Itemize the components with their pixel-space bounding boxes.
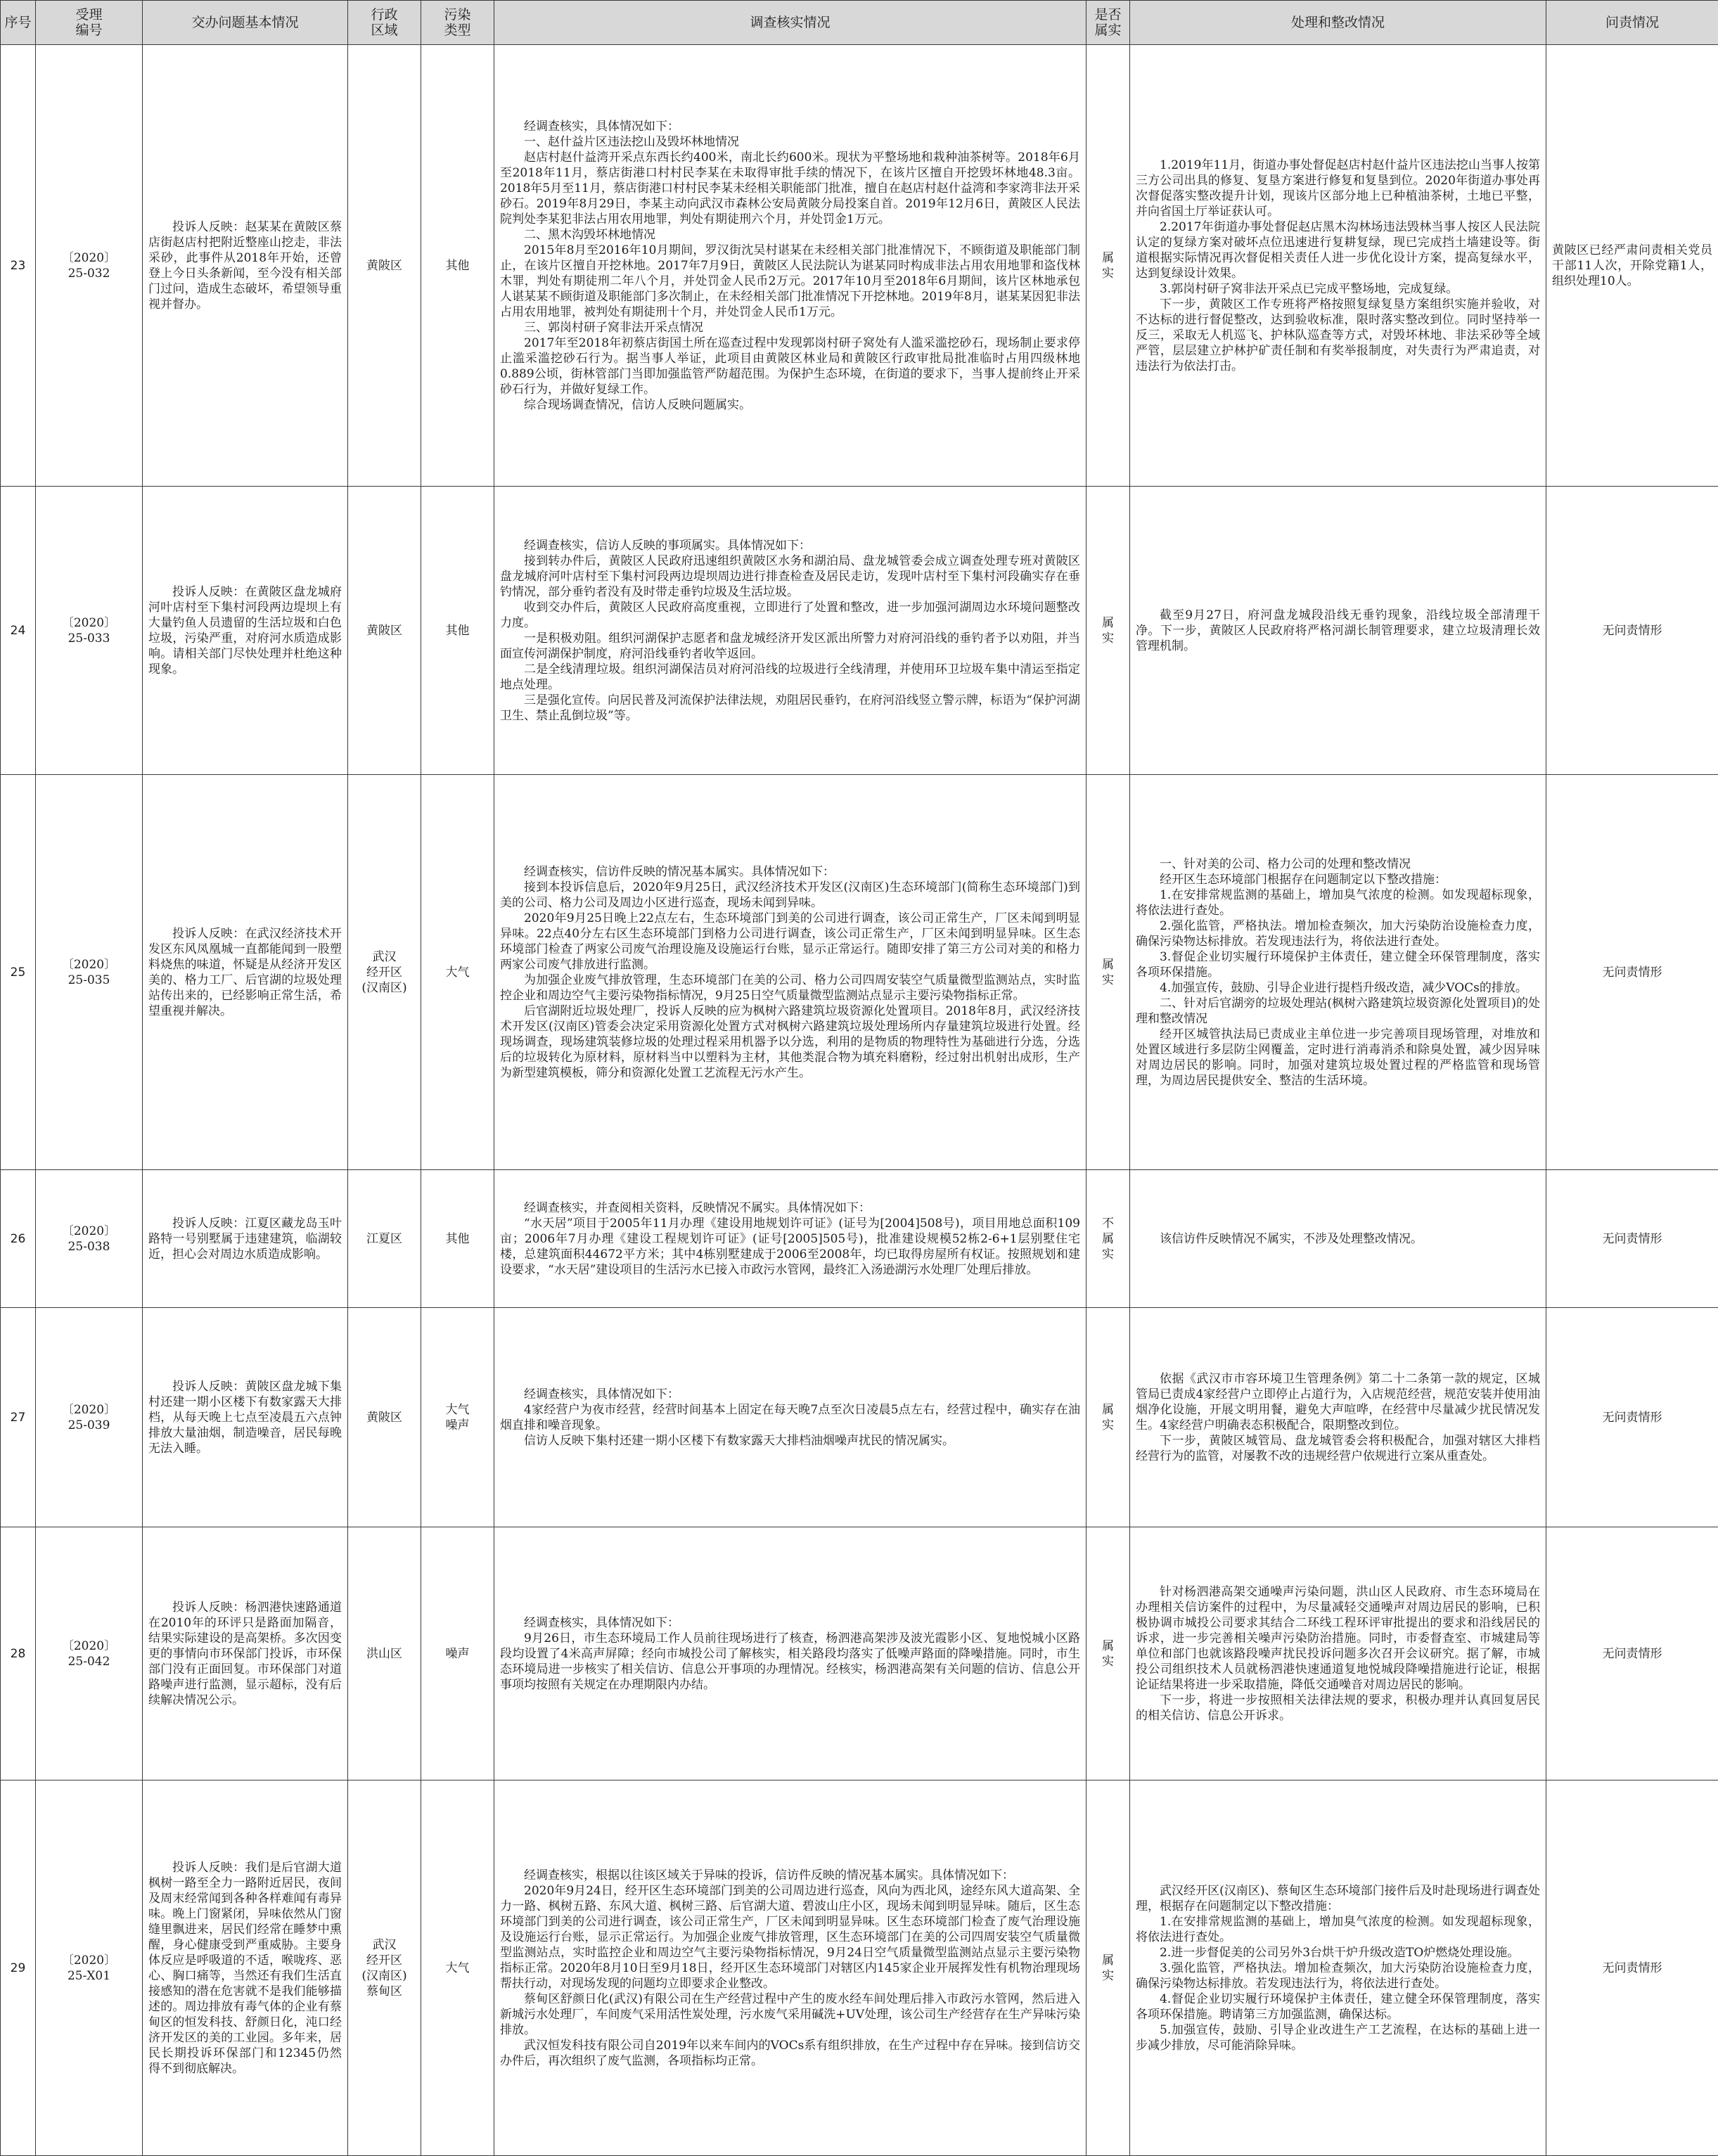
- header-row: [1, 1, 1718, 45]
- row-investigation: [494, 45, 1086, 487]
- basic-text: 投诉人反映：在黄陂区盘龙城府河叶店村至下集村河段两边堤坝上有大量钓鱼人员遗留的生活垃圾和白色垃圾，污染严重，对府河水质造成影响。请相关部门尽快处理并杜绝这种现象。: [148, 584, 342, 677]
- table-body: [1, 45, 1718, 2156]
- handling-paragraph: 针对杨泗港高架交通噪声污染问题，洪山区人民政府、市生态环境局在办理相关信访案件的过程中，为尽量减轻交通噪声对周边居民的影响，已积极协调市城投公司要求其结合二环线工程环评审批提出的要求和沿线居民的诉求，进一步完善相关噪声污染防治措施。同时，市委督查室、市城建局等单位和部门也就该路段噪声扰民投诉问题多次召开会议研究。据了解，市城投公司组织技术人员就杨泗港快速通道复地悦城段降噪措施进行论证，根据论证结果将进一步采取措施，降低交通噪音对周边居民的影响。: [1136, 1584, 1540, 1693]
- row-handling: [1130, 1780, 1546, 2156]
- investigation-paragraph: 接到本投诉信息后，2020年9月25日，武汉经济技术开发区(汉南区)生态环境部门(简称生态环境部门)到美的公司、格力公司及周边小区进行巡查，现场未闻到异味。: [500, 880, 1080, 911]
- row-accountability: 无问责情形: [1546, 487, 1718, 775]
- handling-paragraph: 1.在安排常规监测的基础上，增加臭气浓度的检测。如发现超标现象，将依法进行查处。: [1136, 1914, 1540, 1945]
- table-row: [1, 1780, 1718, 2156]
- row-type: 其他: [421, 487, 494, 775]
- investigation-paragraph: 4家经营户为夜市经营，经营时间基本上固定在每天晚7点至次日凌晨5点左右，经营过程中，确实存在油烟直排和噪音现象。: [500, 1402, 1080, 1433]
- row-district: 江夏区: [348, 1170, 421, 1308]
- handling-paragraph: 4.督促企业切实履行环境保护主体责任，建立健全环保管理制度，落实各项环保措施。聘请第三方加强监测，确保达标。: [1136, 1991, 1540, 2022]
- row-code: 〔2020〕 25-035: [36, 775, 143, 1170]
- table-row: [1, 1308, 1718, 1527]
- header-seq: 序号: [1, 1, 36, 45]
- handling-paragraph: 下一步，黄陂区城管局、盘龙城管委会将积极配合，加强对辖区大排档经营行为的监管，对屡教不改的违规经营户依规进行立案从重查处。: [1136, 1433, 1540, 1464]
- investigation-paragraph: 2020年9月25日晚上22点左右，生态环境部门到美的公司进行调查，该公司正常生产，厂区未闻到明显异味。22点40分左右区生态环境部门到格力公司进行调查，该公司正常生产，厂区未闻到明显异味。区生态环境部门检查了两家公司废气治理设施及设施运行台账，显示正常运行。随即安排了第三方公司对美的和格力两家公司废气排放进行监测。: [500, 911, 1080, 973]
- investigation-paragraph: 经调查核实，具体情况如下：: [500, 1615, 1080, 1631]
- handling-paragraph: 一、针对美的公司、格力公司的处理和整改情况: [1136, 856, 1540, 872]
- row-handling: [1130, 45, 1546, 487]
- handling-paragraph: 经开区生态环境部门根据存在问题制定以下整改措施：: [1136, 872, 1540, 887]
- header-basic: 交办问题基本情况: [143, 1, 348, 45]
- investigation-paragraph: 三、郭岗村研子窝非法开采点情况: [500, 320, 1080, 335]
- handling-paragraph: 截至9月27日，府河盘龙城段沿线无垂钓现象，沿线垃圾全部清理干净。下一步，黄陂区人民政府将严格河湖长制管理要求，建立垃圾清理长效管理机制。: [1136, 608, 1540, 654]
- row-code: 〔2020〕 25-042: [36, 1527, 143, 1780]
- row-type: 其他: [421, 45, 494, 487]
- row-code: 〔2020〕 25-038: [36, 1170, 143, 1308]
- row-basic: [143, 1780, 348, 2156]
- row-district: 武汉 经开区 (汉南区) 蔡甸区: [348, 1780, 421, 2156]
- investigation-paragraph: 蔡甸区舒颜日化(武汉)有限公司在生产经营过程中产生的废水经车间处理后排入市政污水管网，然后进入新城污水处理厂，车间废气采用活性炭处理，污水废气采用碱洗+UV处理，该公司生产经营存在生产异味污染排放。: [500, 1991, 1080, 2038]
- row-type: 其他: [421, 1170, 494, 1308]
- row-district: 黄陂区: [348, 1308, 421, 1527]
- investigation-paragraph: 经调查核实，信访件反映的情况基本属实。具体情况如下：: [500, 864, 1080, 880]
- investigation-paragraph: 2020年9月24日，经开区生态环境部门到美的公司周边进行巡查，风向为西北风，途经东风大道高架、全力一路、枫树五路、东风大道、枫树三路、后官湖大道、碧波山庄小区，现场未闻到明显异味。随后，区生态环境部门到美的公司进行调查，该公司正常生产，厂区未闻到明显异味。区生态环境部门检查了废气治理设施及设施运行台账，显示正常运行。为加强企业废气排放管理，区生态环境部门在美的公司四周安装空气质量微型监测站点，实时监控企业和周边空气主要污染物指标情况，9月24日空气质量微型监测站点显示主要污染物指标正常。2020年8月10日至9月18日，经开区生态环境部门对辖区内145家企业开展挥发性有机物治理现场帮扶行动，对现场发现的问题均立即要求企业整改。: [500, 1883, 1080, 1991]
- row-district: 武汉 经开区 (汉南区): [348, 775, 421, 1170]
- basic-text: 投诉人反映：江夏区藏龙岛玉叶路特一号别墅属于违建建筑，临湖较近，担心会对周边水质造成影响。: [148, 1216, 342, 1262]
- row-district: 黄陂区: [348, 487, 421, 775]
- row-code: 〔2020〕 25-X01: [36, 1780, 143, 2156]
- table-row: [1, 1170, 1718, 1308]
- handling-paragraph: 2.强化监管，严格执法。增加检查频次，加大污染防治设施检查力度，确保污染物达标排放。若发现违法行为，将依法进行查处。: [1136, 918, 1540, 949]
- investigation-paragraph: 三是强化宣传。向居民普及河流保护法律法规，劝阻居民垂钓，在府河沿线竖立警示牌，标语为“保护河湖卫生、禁止乱倒垃圾”等。: [500, 693, 1080, 724]
- header-investigation: 调查核实情况: [494, 1, 1086, 45]
- row-verified: 属 实: [1086, 45, 1130, 487]
- row-investigation: [494, 487, 1086, 775]
- header-district: 行政 区域: [348, 1, 421, 45]
- row-verified: 属 实: [1086, 1780, 1130, 2156]
- row-accountability: 无问责情形: [1546, 775, 1718, 1170]
- row-handling: [1130, 1308, 1546, 1527]
- investigation-paragraph: 经调查核实，具体情况如下：: [500, 1387, 1080, 1402]
- row-handling: [1130, 775, 1546, 1170]
- row-basic: [143, 487, 348, 775]
- row-basic: [143, 775, 348, 1170]
- row-type: 大气: [421, 775, 494, 1170]
- investigation-paragraph: 赵店村赵什益湾开采点东西长约400米，南北长约600米。现状为平整场地和栽种油茶树等。2018年6月至2018年11月，蔡店街港口村村民李某在未取得审批手续的情况下，在该片区擅自开挖毁坏林地48.3亩。2018年5月至11月，蔡店街港口村村民李某未经相关职能部门批准，擅自在赵店村赵什益湾和李家湾非法开采砂石。2019年8月29日，李某主动向武汉市森林公安局黄陂分局投案自首。2019年12月6日，黄陂区人民法院判处李某犯非法占用农用地罪，判处有期徒刑六个月，并处罚金1万元。: [500, 150, 1080, 227]
- basic-text: 投诉人反映：赵某某在黄陂区蔡店街赵店村把附近整座山挖走，非法采砂，此事件从2018年开始，还曾登上今日头条新闻，至今没有相关部门过问，造成生态破坏，希望领导重视并督办。: [148, 219, 342, 312]
- row-type: 大气: [421, 1780, 494, 2156]
- handling-paragraph: 下一步，将进一步按照相关法律法规的要求，积极办理并认真回复居民的相关信访、信息公开诉求。: [1136, 1693, 1540, 1724]
- investigation-paragraph: 综合现场调查情况，信访人反映问题属实。: [500, 397, 1080, 413]
- row-seq: 23: [1, 45, 36, 487]
- row-verified: 属 实: [1086, 1308, 1130, 1527]
- investigation-paragraph: 武汉恒发科技有限公司自2019年以来车间内的VOCs系有组织排放，在生产过程中存在异味。接到信访交办件后，再次组织了废气监测，各项指标均正常。: [500, 2038, 1080, 2069]
- handling-paragraph: 4.加强宣传，鼓励、引导企业进行提档升级改造，减少VOCs的排放。: [1136, 980, 1540, 996]
- investigation-paragraph: 9月26日，市生态环境局工作人员前往现场进行了核查，杨泗港高架涉及波光霞影小区、复地悦城小区路段均设置了4米高声屏障；经向市城投公司了解核实，相关路段均落实了低噪声路面的降噪措施。同时，市生态环境局进一步核实了相关信访、信息公开事项的办理情况。经核实，杨泗港高架有关问题的信访、信息公开事项均按照有关规定在办理期限内办结。: [500, 1631, 1080, 1693]
- row-investigation: [494, 1170, 1086, 1308]
- basic-text: 投诉人反映：杨泗港快速路通道在2010年的环评只是路面加隔音，结果实际建设的是高架桥。多次因变更的事情向市环保部门投诉，市环保部门没有正面回复。市环保部门对道路噪声进行监测，显示超标，没有后续解决情况公示。: [148, 1600, 342, 1708]
- handling-paragraph: 1.在安排常规监测的基础上，增加臭气浓度的检测。如发现超标现象，将依法进行查处。: [1136, 887, 1540, 918]
- handling-paragraph: 3.郭岗村研子窝非法开采点已完成平整场地，完成复绿。: [1136, 281, 1540, 297]
- handling-paragraph: 该信访件反映情况不属实，不涉及处理整改情况。: [1136, 1231, 1540, 1247]
- handling-paragraph: 2.2017年街道办事处督促赵店黑木沟林场违法毁林当事人按区人民法院认定的复绿方案对破坏点位迅速进行复耕复绿，现已完成挡土墙建设等。街道根据实际情况再次督促相关责任人进一步优化设计方案，提高复绿水平，达到复绿设计效果。: [1136, 219, 1540, 281]
- table-row: [1, 487, 1718, 775]
- table-row: [1, 45, 1718, 487]
- row-accountability: 无问责情形: [1546, 1527, 1718, 1780]
- row-seq: 28: [1, 1527, 36, 1780]
- investigation-paragraph: 一是积极劝阻。组织河湖保护志愿者和盘龙城经济开发区派出所警力对府河沿线的垂钓者予以劝阻，并当面宣传河湖保护制度，府河沿线垂钓者收竿返回。: [500, 631, 1080, 662]
- investigation-paragraph: 2015年8月至2016年10月期间，罗汉街沈吴村谌某在未经相关部门批准情况下，不顾街道及职能部门制止，在该片区擅自开挖林地。2017年7月9日，黄陂区人民法院认为谌某同时构成非法占用农用地罪和盗伐林木罪，判处有期徒刑二年八个月，并处罚金人民币2万元。2017年10月至2018年6月期间，该片区林地承包人谌某某不顾街道及职能部门多次制止，在未经相关部门批准情况下开挖林地。2019年8月，谌某某因犯非法占用农用地罪，被判处有期徒刑十个月，并处罚金人民币1万元。: [500, 243, 1080, 320]
- row-seq: 24: [1, 487, 36, 775]
- row-district: 黄陂区: [348, 45, 421, 487]
- investigation-paragraph: 2017年至2018年初蔡店街国土所在巡查过程中发现郭岗村研子窝处有人滥采滥挖砂石，现场制止要求停止滥采滥挖砂石行为。据当事人举证，此项目由黄陂区林业局和黄陂区行政审批局批准临时占用四级林地0.889公顷，街林管部门当即加强监管严防超范围。为保护生态环境，在街道的要求下，当事人提前终止开采砂石行为，并做好复绿工作。: [500, 335, 1080, 397]
- row-handling: [1130, 1527, 1546, 1780]
- row-basic: [143, 1308, 348, 1527]
- row-handling: [1130, 487, 1546, 775]
- handling-paragraph: 二、针对后官湖旁的垃圾处理站(枫树六路建筑垃圾资源化处置项目)的处理和整改情况: [1136, 996, 1540, 1027]
- row-code: 〔2020〕 25-032: [36, 45, 143, 487]
- handling-paragraph: 3.强化监管，严格执法。增加检查频次，加大污染防治设施检查力度，确保污染物达标排放。若发现违法行为，将依法进行查处。: [1136, 1961, 1540, 1991]
- row-verified: 属 实: [1086, 487, 1130, 775]
- row-verified: 属 实: [1086, 1527, 1130, 1780]
- row-accountability: 无问责情形: [1546, 1780, 1718, 2156]
- row-handling: [1130, 1170, 1546, 1308]
- table-row: [1, 1527, 1718, 1780]
- row-basic: [143, 1170, 348, 1308]
- header-code: 受理 编号: [36, 1, 143, 45]
- handling-paragraph: 3.督促企业切实履行环境保护主体责任，建立健全环保管理制度，落实各项环保措施。: [1136, 949, 1540, 980]
- row-accountability: 无问责情形: [1546, 1170, 1718, 1308]
- investigation-paragraph: 一、赵什益片区违法挖山及毁坏林地情况: [500, 134, 1080, 150]
- handling-paragraph: 武汉经开区(汉南区)、蔡甸区生态环境部门接件后及时赴现场进行调查处理，根据存在问题制定以下整改措施：: [1136, 1883, 1540, 1914]
- header-handling: 处理和整改情况: [1130, 1, 1546, 45]
- handling-paragraph: 2.进一步督促美的公司另外3台烘干炉升级改造TO炉燃烧处理设施。: [1136, 1945, 1540, 1961]
- row-verified: 属 实: [1086, 775, 1130, 1170]
- investigation-paragraph: “水天居”项目于2005年11月办理《建设用地规划许可证》(证号为[2004]508号)，项目用地总面积109亩；2006年7月办理《建设工程规划许可证》(证号[2005]505号)，批准建设规模52栋2-6+1层别墅住宅楼，总建筑面积44672平方米；其中4栋别墅建成于2006至2008年，均已取得房屋所有权证。按照规划和建设要求，“水天居”建设项目的生活污水已接入市政污水管网，最终汇入汤逊湖污水处理厂处理后排放。: [500, 1216, 1080, 1278]
- handling-paragraph: 依据《武汉市市容环境卫生管理条例》第二十二条第一款的规定，区城管局已责成4家经营户立即停止占道行为，入店规范经营，规范安装并使用油烟净化设施，开展文明用餐，避免大声喧哗，在经营中尽量减少扰民情况发生。4家经营户明确表态积极配合，限期整改到位。: [1136, 1371, 1540, 1433]
- basic-text: 投诉人反映：在武汉经济技术开发区东风凤凰城一直都能闻到一股塑料烧焦的味道，怀疑是从经济开发区美的、格力工厂、后官湖的垃圾处理站传出来的，已经影响正常生活，希望重视并解决。: [148, 926, 342, 1019]
- row-verified: 不 属 实: [1086, 1170, 1130, 1308]
- investigation-paragraph: 收到交办件后，黄陂区人民政府高度重视，立即进行了处置和整改，进一步加强河湖周边水环境问题整改力度。: [500, 600, 1080, 631]
- basic-text: 投诉人反映：我们是后官湖大道枫树一路至全力一路附近居民，夜间及周末经常闻到各种各样难闻有毒异味。晚上门窗紧闭，异味依然从门窗缝里飘进来，居民们经常在睡梦中熏醒，身心健康受到严重威胁。主要身体反应是呼吸道的不适，喉咙疼、恶心、胸口痛等，当然还有我们生活直接感知的潜在危害就不是我们能够描述的。周边排放有毒气体的企业有蔡甸区的恒发科技、舒颜日化，沌口经济开发区的美的工业园。多年来，居民长期投诉环保部门和12345仍然得不到彻底解决。: [148, 1860, 342, 2077]
- investigation-paragraph: 二、黑木沟毁坏林地情况: [500, 227, 1080, 243]
- investigation-paragraph: 为加强企业废气排放管理，生态环境部门在美的公司、格力公司四周安装空气质量微型监测站点，实时监控企业和周边空气主要污染物指标情况，9月25日空气质量微型监测站点显示主要污染物指标正常。: [500, 973, 1080, 1003]
- header-type: 污染 类型: [421, 1, 494, 45]
- row-seq: 25: [1, 775, 36, 1170]
- row-investigation: [494, 1308, 1086, 1527]
- row-seq: 29: [1, 1780, 36, 2156]
- basic-text: 投诉人反映：黄陂区盘龙城下集村还建一期小区楼下有数家露天大排档，从每天晚上七点至凌晨五六点钟排放大量油烟，制造噪音，居民每晚无法入睡。: [148, 1379, 342, 1456]
- row-basic: [143, 1527, 348, 1780]
- row-basic: [143, 45, 348, 487]
- investigation-paragraph: 后官湖附近垃圾处理厂，投诉人反映的应为枫树六路建筑垃圾资源化处置项目。2018年8月，武汉经济技术开发区(汉南区)管委会决定采用资源化处置方式对枫树六路建筑垃圾处理场所内存量建筑垃圾进行处置。经现场调查，现场建筑装修垃圾的处理过程采用机器予以分选，利用的是物质的物理特性为基础进行分选，分选后的垃圾转化为原材料，原材料当中以塑料为主材，其他类混合物为填充料磨粉，经过射出机射出成形，生产为新型建筑模板，筛分和资源化处置工艺流程无污水产生。: [500, 1003, 1080, 1081]
- header-accountability: 问责情况: [1546, 1, 1718, 45]
- row-district: 洪山区: [348, 1527, 421, 1780]
- row-type: 噪声: [421, 1527, 494, 1780]
- investigation-paragraph: 经调查核实，根据以往该区域关于异味的投诉，信访件反映的情况基本属实。具体情况如下：: [500, 1868, 1080, 1883]
- row-investigation: [494, 775, 1086, 1170]
- handling-paragraph: 下一步，黄陂区工作专班将严格按照复绿复垦方案组织实施并验收，对不达标的进行督促整改，达到验收标准，限时落实整改到位。同时坚持举一反三，采取无人机巡飞、护林队巡查等方式，对毁坏林地、非法采砂等全域严管，层层建立护林护矿责任制和有奖举报制度，对失责行为严肃追责，对违法行为依法打击。: [1136, 297, 1540, 374]
- investigation-paragraph: 经调查核实，具体情况如下：: [500, 119, 1080, 134]
- handling-paragraph: 1.2019年11月，街道办事处督促赵店村赵什益片区违法挖山当事人按第三方公司出具的修复、复垦方案进行修复和复垦到位。2020年街道办事处再次督促落实整改提升计划，现该片区部分地上已种植油茶树，土地已平整，并向省国土厅举证获认可。: [1136, 158, 1540, 219]
- header-verified: 是否 属实: [1086, 1, 1130, 45]
- investigation-paragraph: 接到转办件后，黄陂区人民政府迅速组织黄陂区水务和湖泊局、盘龙城管委会成立调查处理专班对黄陂区盘龙城府河叶店村至下集村河段两边堤坝周边进行排查检查及居民走访，发现叶店村至下集村河段确实存在垂钓情况，部分垂钓者没有及时带走垂钓垃圾及生活垃圾。: [500, 553, 1080, 600]
- investigation-paragraph: 经调查核实，并查阅相关资料，反映情况不属实。具体情况如下：: [500, 1200, 1080, 1216]
- investigation-paragraph: 经调查核实，信访人反映的事项属实。具体情况如下：: [500, 538, 1080, 553]
- investigation-paragraph: 二是全线清理垃圾。组织河湖保洁员对府河沿线的垃圾进行全线清理，并使用环卫垃圾车集中清运至指定地点处理。: [500, 662, 1080, 693]
- row-code: 〔2020〕 25-033: [36, 487, 143, 775]
- handling-paragraph: 经开区城管执法局已责成业主单位进一步完善项目现场管理，对堆放和处置区域进行多层防尘网覆盖，定时进行消毒消杀和除臭处置，减少因异味对周边居民的影响。同时，加强对建筑垃圾处置过程的严格监管和现场管理，为周边居民提供安全、整洁的生活环境。: [1136, 1027, 1540, 1089]
- row-seq: 26: [1, 1170, 36, 1308]
- investigation-paragraph: 信访人反映下集村还建一期小区楼下有数家露天大排档油烟噪声扰民的情况属实。: [500, 1433, 1080, 1449]
- row-accountability: 无问责情形: [1546, 1308, 1718, 1527]
- row-accountability: 黄陂区已经严肃问责相关党员干部11人次，开除党籍1人，组织处理10人。: [1546, 45, 1718, 487]
- row-investigation: [494, 1780, 1086, 2156]
- table-row: [1, 775, 1718, 1170]
- row-seq: 27: [1, 1308, 36, 1527]
- row-type: 大气 噪声: [421, 1308, 494, 1527]
- handling-paragraph: 5.加强宣传，鼓励、引导企业改进生产工艺流程，在达标的基础上进一步减少排放，尽可能消除异味。: [1136, 2022, 1540, 2053]
- row-investigation: [494, 1527, 1086, 1780]
- row-code: 〔2020〕 25-039: [36, 1308, 143, 1527]
